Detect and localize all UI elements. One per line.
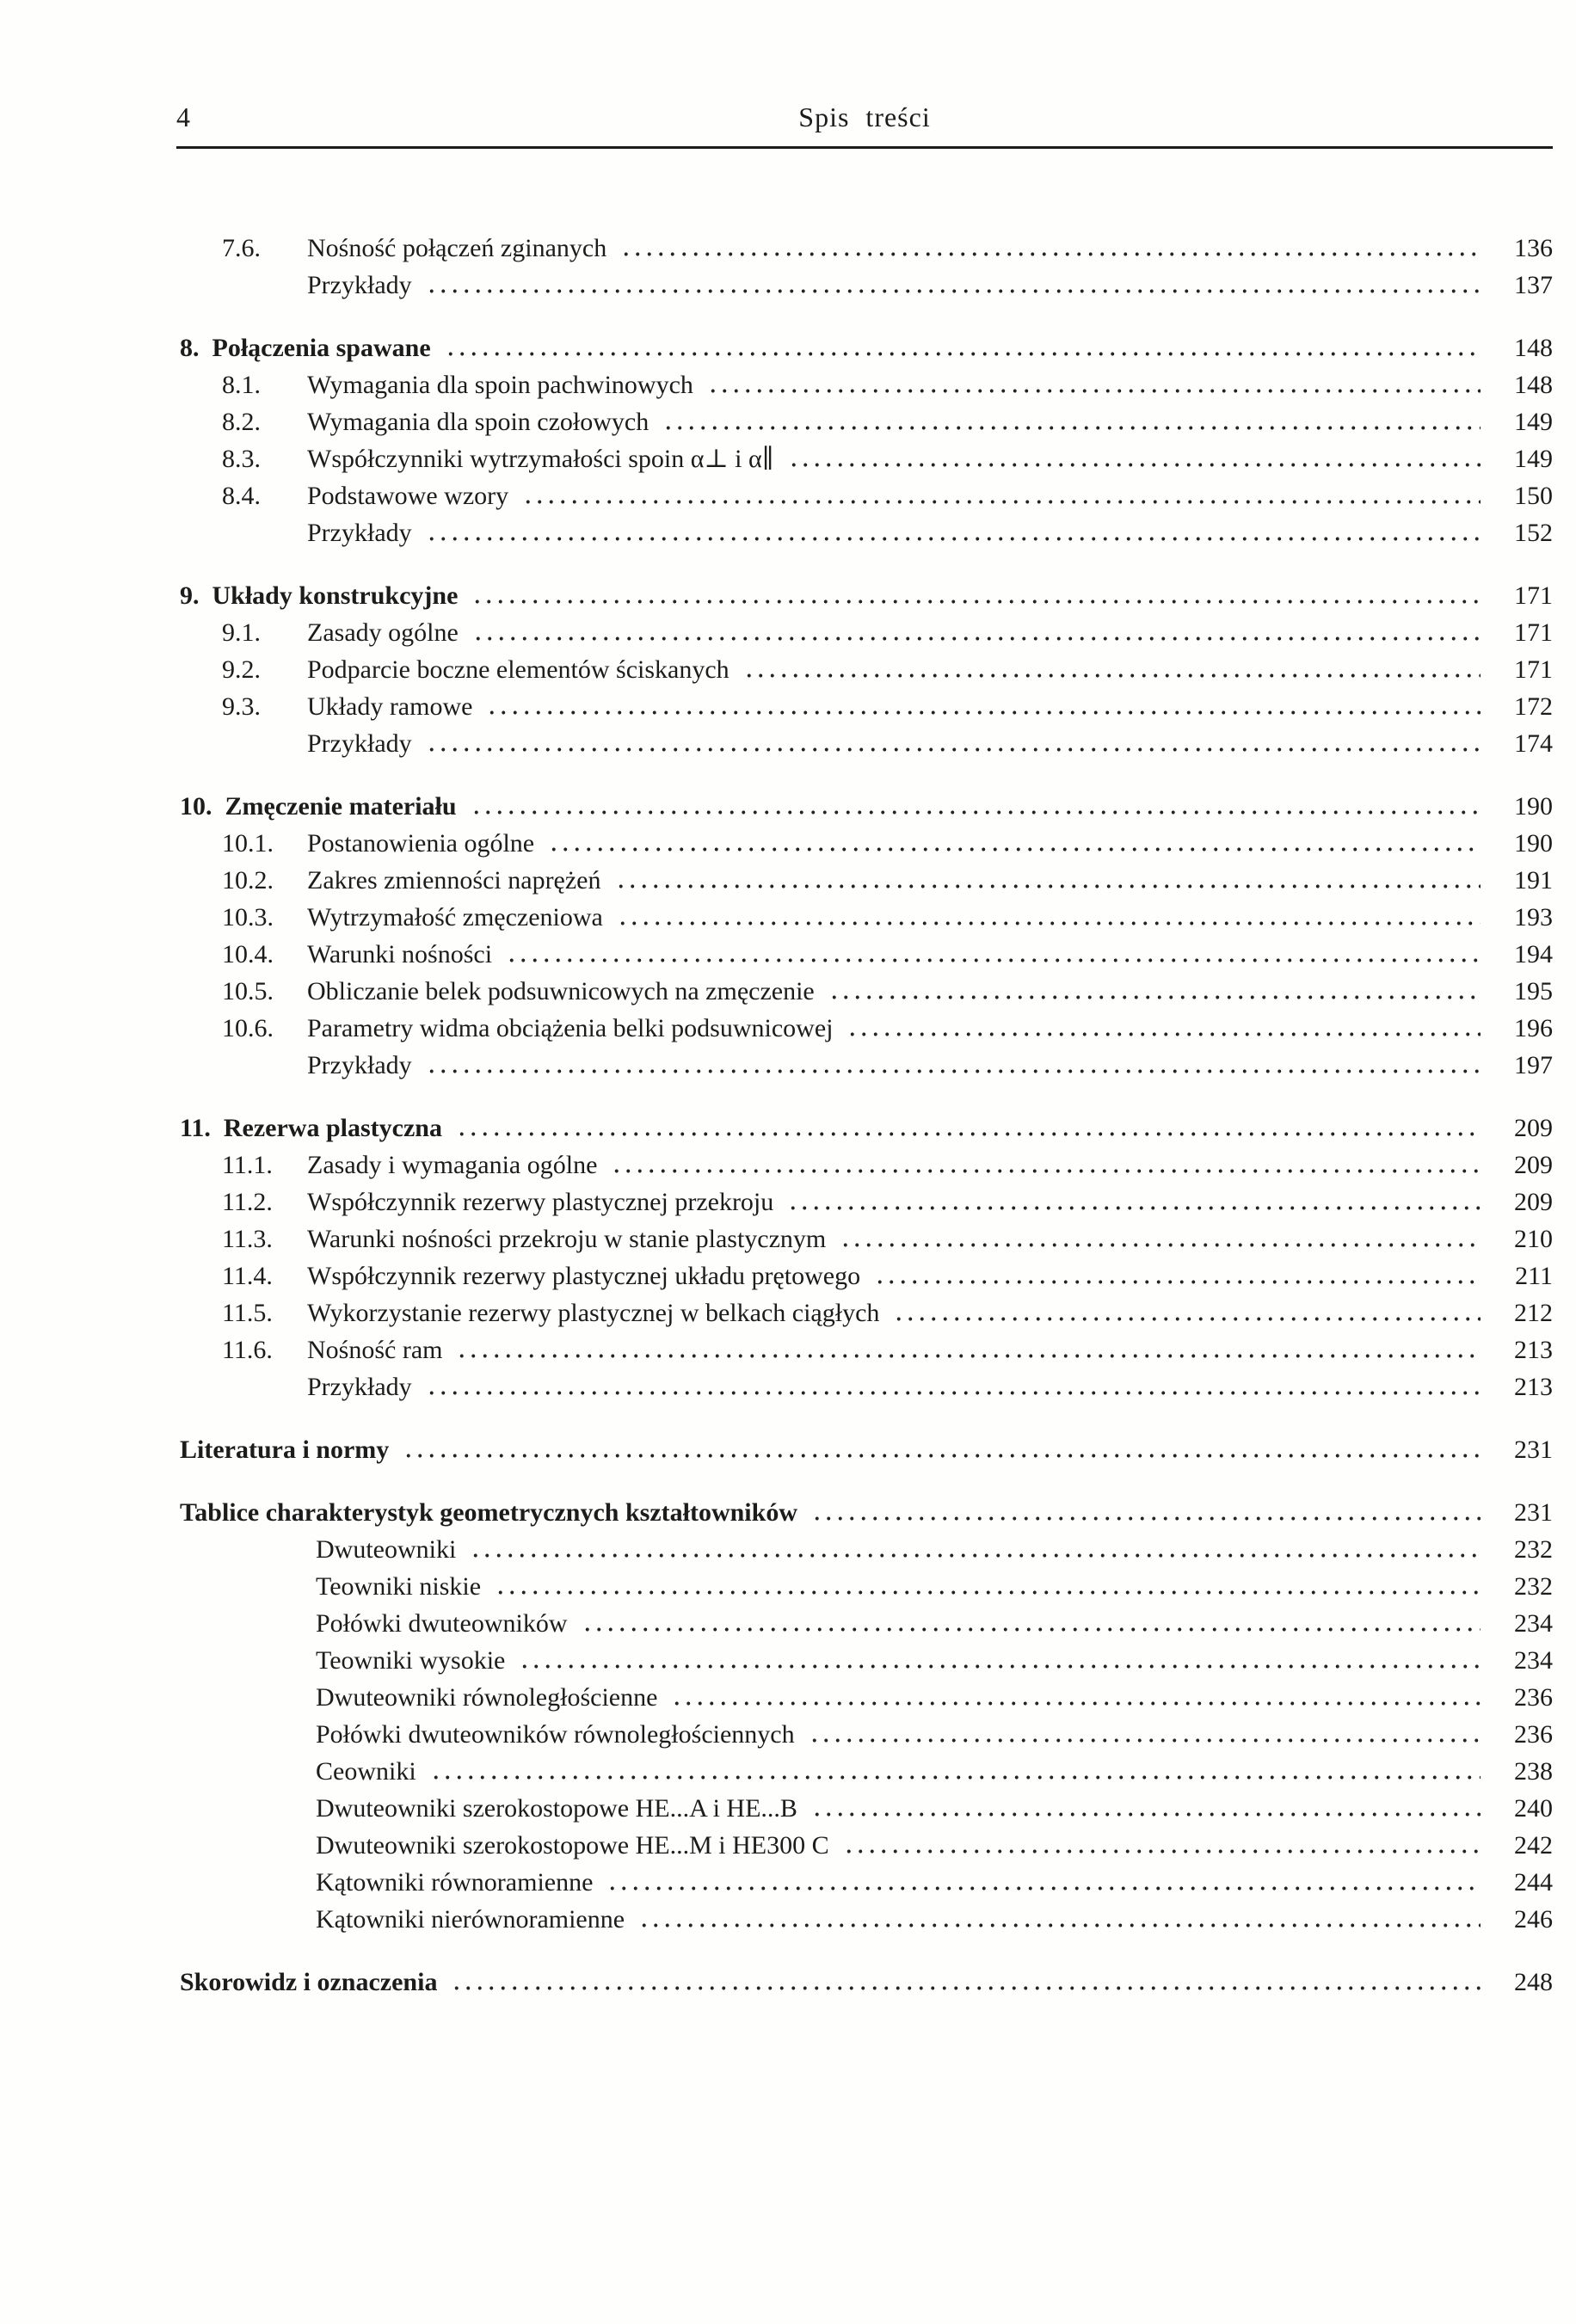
toc-entry	[176, 655, 1553, 686]
toc-entry	[176, 1013, 1553, 1044]
toc-entry	[176, 976, 1553, 1007]
toc-entry	[176, 1867, 1553, 1898]
entry-page-number: 209	[1514, 1114, 1553, 1142]
leader-dots	[472, 622, 1481, 641]
entry-page-number: 232	[1514, 1572, 1553, 1601]
entry-number: 10.	[180, 792, 212, 821]
entry-title: Kątowniki równoramienne	[316, 1868, 594, 1897]
entry-title: Nośność połączeń zginanych	[307, 234, 607, 262]
toc-entry	[176, 1050, 1553, 1081]
toc-entry	[176, 902, 1553, 933]
entry-number: 9.3.	[222, 692, 261, 721]
entry-title: Dwuteowniki równoległościenne	[316, 1683, 658, 1712]
entry-page-number: 137	[1514, 271, 1553, 299]
entry-page-number: 212	[1514, 1299, 1553, 1327]
leader-dots	[403, 1439, 1481, 1458]
entry-title: Podstawowe wzory	[307, 482, 509, 510]
entry-page-number: 232	[1514, 1535, 1553, 1564]
entry-number: 9.1.	[222, 618, 261, 647]
entry-number: 8.3.	[222, 445, 261, 473]
entry-title: Literatura i normy	[180, 1436, 390, 1464]
leader-dots	[638, 1909, 1481, 1927]
entry-number: 10.4.	[222, 940, 274, 968]
toc-entry	[176, 1967, 1553, 1998]
leader-dots	[471, 796, 1481, 815]
entry-title: Nośność ram	[307, 1336, 443, 1364]
entry-number: 8.2.	[222, 408, 261, 436]
entry-page-number: 236	[1514, 1720, 1553, 1749]
toc-entry	[176, 1435, 1553, 1466]
leader-dots	[495, 1576, 1481, 1595]
entry-title: Teowniki wysokie	[316, 1646, 506, 1675]
leader-dots	[809, 1724, 1481, 1743]
entry-number: 10.1.	[222, 829, 274, 858]
entry-page-number: 210	[1514, 1225, 1553, 1253]
toc-entry	[176, 1793, 1553, 1824]
leader-dots	[707, 374, 1481, 393]
toc-entry	[176, 407, 1553, 438]
entry-page-number: 234	[1514, 1609, 1553, 1638]
entry-number: 10.5.	[222, 977, 274, 1005]
entry-number: 10.6.	[222, 1014, 274, 1042]
toc-entry	[176, 791, 1553, 822]
leader-dots	[519, 1650, 1481, 1669]
entry-title: Podparcie boczne elementów ściskanych	[307, 655, 730, 684]
entry-page-number: 148	[1514, 334, 1553, 362]
toc-entry	[176, 1497, 1553, 1528]
entry-number: 8.	[180, 334, 200, 362]
entry-number: 10.2.	[222, 866, 274, 895]
toc-entry	[176, 233, 1553, 264]
entry-page-number: 171	[1514, 618, 1553, 647]
entry-title: Wymagania dla spoin czołowych	[307, 408, 649, 436]
entry-number: 8.4.	[222, 482, 261, 510]
leader-dots	[426, 1376, 1481, 1395]
entry-page-number: 150	[1514, 482, 1553, 510]
leader-dots	[615, 870, 1481, 888]
entry-title: Współczynniki wytrzymałości spoin α⊥ i α∥	[307, 445, 774, 473]
toc-entry	[176, 518, 1553, 549]
entry-title: Warunki nośności przekroju w stanie plastycznym	[307, 1225, 827, 1253]
toc-entry	[176, 270, 1553, 301]
toc-entry	[176, 1904, 1553, 1935]
toc-entry	[176, 1534, 1553, 1565]
leader-dots	[743, 659, 1481, 678]
entry-title: Przykłady	[307, 519, 412, 547]
leader-dots	[840, 1228, 1481, 1247]
entry-title: Układy konstrukcyjne	[212, 581, 459, 610]
entry-page-number: 248	[1514, 1968, 1553, 1996]
leader-dots	[426, 1054, 1481, 1073]
leader-dots	[671, 1687, 1481, 1706]
toc-entry	[176, 729, 1553, 759]
entry-page-number: 152	[1514, 519, 1553, 547]
leader-dots	[470, 1539, 1481, 1558]
entry-title: Skorowidz i oznaczenia	[180, 1968, 438, 1996]
entry-page-number: 174	[1514, 729, 1553, 758]
toc-entry	[176, 1335, 1553, 1366]
leader-dots	[617, 907, 1481, 925]
entry-page-number: 193	[1514, 903, 1553, 931]
entry-page-number: 236	[1514, 1683, 1553, 1712]
toc-entry	[176, 1298, 1553, 1329]
toc-entry	[176, 1608, 1553, 1639]
entry-page-number: 197	[1514, 1051, 1553, 1079]
toc-entry	[176, 1756, 1553, 1787]
entry-page-number: 196	[1514, 1014, 1553, 1042]
entry-page-number: 211	[1515, 1262, 1553, 1290]
entry-page-number: 231	[1514, 1436, 1553, 1464]
entry-title: Zakres zmienności naprężeń	[307, 866, 601, 895]
entry-title: Współczynnik rezerwy plastycznej przekroju	[307, 1188, 774, 1216]
toc-entry	[176, 1645, 1553, 1676]
leader-dots	[426, 274, 1481, 293]
entry-title: Wykorzystanie rezerwy plastycznej w belkach ciągłych	[307, 1299, 880, 1327]
entry-page-number: 136	[1514, 234, 1553, 262]
entry-title: Wytrzymałość zmęczeniowa	[307, 903, 603, 931]
toc-entry	[176, 828, 1553, 859]
entry-title: Zasady ogólne	[307, 618, 459, 647]
entry-title: Przykłady	[307, 1373, 412, 1401]
toc-entry	[176, 581, 1553, 612]
entry-number: 11.5.	[222, 1299, 273, 1327]
entry-page-number: 240	[1514, 1794, 1553, 1823]
toc-entry	[176, 444, 1553, 475]
toc-entry	[176, 618, 1553, 649]
entry-title: Dwuteowniki szerokostopowe HE...A i HE...B	[316, 1794, 797, 1823]
entry-page-number: 231	[1514, 1498, 1553, 1527]
entry-title: Kątowniki nierównoramienne	[316, 1905, 625, 1934]
entry-number: 9.	[180, 581, 200, 610]
leader-dots	[451, 1971, 1481, 1990]
entry-title: Połówki dwuteowników	[316, 1609, 568, 1638]
leader-dots	[606, 1872, 1481, 1891]
entry-title: Przykłady	[307, 271, 412, 299]
leader-dots	[486, 696, 1481, 715]
entry-page-number: 190	[1514, 829, 1553, 858]
entry-number: 11.	[180, 1114, 211, 1142]
leader-dots	[456, 1117, 1481, 1136]
entry-title: Teowniki niskie	[316, 1572, 482, 1601]
entry-title: Zmęczenie materiału	[225, 792, 457, 821]
leader-dots	[506, 944, 1481, 962]
entry-page-number: 195	[1514, 977, 1553, 1005]
toc-entry	[176, 370, 1553, 401]
leader-dots	[548, 833, 1481, 852]
entry-number: 8.1.	[222, 371, 261, 399]
toc-entry	[176, 1261, 1553, 1292]
page-number: 4	[176, 101, 190, 132]
entry-number: 11.6.	[222, 1336, 273, 1364]
toc-entry	[176, 1682, 1553, 1713]
toc-entry	[176, 1571, 1553, 1602]
entry-title: Dwuteowniki szerokostopowe HE...M i HE300 C	[316, 1831, 829, 1860]
entry-page-number: 246	[1514, 1905, 1553, 1934]
leader-dots	[843, 1835, 1481, 1854]
leader-dots	[430, 1761, 1481, 1780]
leader-dots	[582, 1613, 1481, 1632]
leader-dots	[456, 1339, 1481, 1358]
toc-entry	[176, 1719, 1553, 1750]
entry-title: Przykłady	[307, 1051, 412, 1079]
leader-dots	[426, 733, 1481, 752]
toc-entry	[176, 333, 1553, 364]
entry-number: 11.1.	[222, 1151, 273, 1179]
toc-entry	[176, 481, 1553, 512]
toc-entry	[176, 1113, 1553, 1144]
entry-page-number: 234	[1514, 1646, 1553, 1675]
entry-title: Wymagania dla spoin pachwinowych	[307, 371, 693, 399]
entry-number: 9.2.	[222, 655, 261, 684]
entry-page-number: 149	[1514, 408, 1553, 436]
entry-title: Obliczanie belek podsuwnicowych na zmęczenie	[307, 977, 815, 1005]
leader-dots	[846, 1018, 1481, 1036]
leader-dots	[811, 1502, 1481, 1521]
entry-page-number: 191	[1514, 866, 1553, 895]
entry-page-number: 209	[1514, 1188, 1553, 1216]
running-head	[176, 101, 1553, 132]
entry-page-number: 242	[1514, 1831, 1553, 1860]
entry-page-number: 238	[1514, 1757, 1553, 1786]
entry-title: Przykłady	[307, 729, 412, 758]
toc-entry	[176, 939, 1553, 970]
leader-dots	[811, 1798, 1481, 1817]
entry-title: Tablice charakterystyk geometrycznych kształtowników	[180, 1498, 797, 1527]
entry-page-number: 171	[1514, 655, 1553, 684]
leader-dots	[788, 448, 1481, 467]
toc-entry	[176, 1830, 1553, 1861]
entry-page-number: 172	[1514, 692, 1553, 721]
entry-title: Współczynnik rezerwy plastycznej układu prętowego	[307, 1262, 861, 1290]
leader-dots	[787, 1191, 1481, 1210]
leader-dots	[662, 411, 1481, 430]
entry-page-number: 244	[1514, 1868, 1553, 1897]
entry-title: Zasady i wymagania ogólne	[307, 1151, 598, 1179]
leader-dots	[893, 1302, 1481, 1321]
document-page	[176, 101, 1553, 1998]
leader-dots	[620, 237, 1481, 256]
entry-page-number: 149	[1514, 445, 1553, 473]
header-rule	[176, 146, 1553, 149]
entry-title: Połówki dwuteowników równoległościennych	[316, 1720, 795, 1749]
toc-entry	[176, 692, 1553, 722]
toc-entry	[176, 1224, 1553, 1255]
toc-list	[176, 233, 1553, 1998]
page-header-title: Spis treści	[798, 101, 931, 132]
entry-number: 10.3.	[222, 903, 274, 931]
entry-page-number: 148	[1514, 371, 1553, 399]
entry-page-number: 213	[1514, 1373, 1553, 1401]
entry-page-number: 213	[1514, 1336, 1553, 1364]
entry-page-number: 194	[1514, 940, 1553, 968]
leader-dots	[828, 981, 1481, 999]
entry-title: Rezerwa plastyczna	[223, 1114, 442, 1142]
leader-dots	[426, 522, 1481, 541]
entry-title: Parametry widma obciążenia belki podsuwnicowej	[307, 1014, 834, 1042]
leader-dots	[874, 1265, 1481, 1284]
entry-title: Dwuteowniki	[316, 1535, 457, 1564]
entry-title: Warunki nośności	[307, 940, 493, 968]
toc-entry	[176, 1187, 1553, 1218]
leader-dots	[445, 337, 1481, 356]
leader-dots	[522, 485, 1481, 504]
leader-dots	[611, 1154, 1481, 1173]
entry-page-number: 209	[1514, 1151, 1553, 1179]
entry-number: 11.2.	[222, 1188, 273, 1216]
entry-page-number: 190	[1514, 792, 1553, 821]
entry-title: Postanowienia ogólne	[307, 829, 535, 858]
toc-entry	[176, 1372, 1553, 1403]
leader-dots	[471, 585, 1481, 604]
toc-entry	[176, 865, 1553, 896]
toc-entry	[176, 1150, 1553, 1181]
entry-number: 11.3.	[222, 1225, 273, 1253]
entry-number: 11.4.	[222, 1262, 273, 1290]
entry-page-number: 171	[1514, 581, 1553, 610]
entry-title: Układy ramowe	[307, 692, 473, 721]
entry-title: Ceowniki	[316, 1757, 416, 1786]
entry-number: 7.6.	[222, 234, 261, 262]
entry-title: Połączenia spawane	[212, 334, 431, 362]
